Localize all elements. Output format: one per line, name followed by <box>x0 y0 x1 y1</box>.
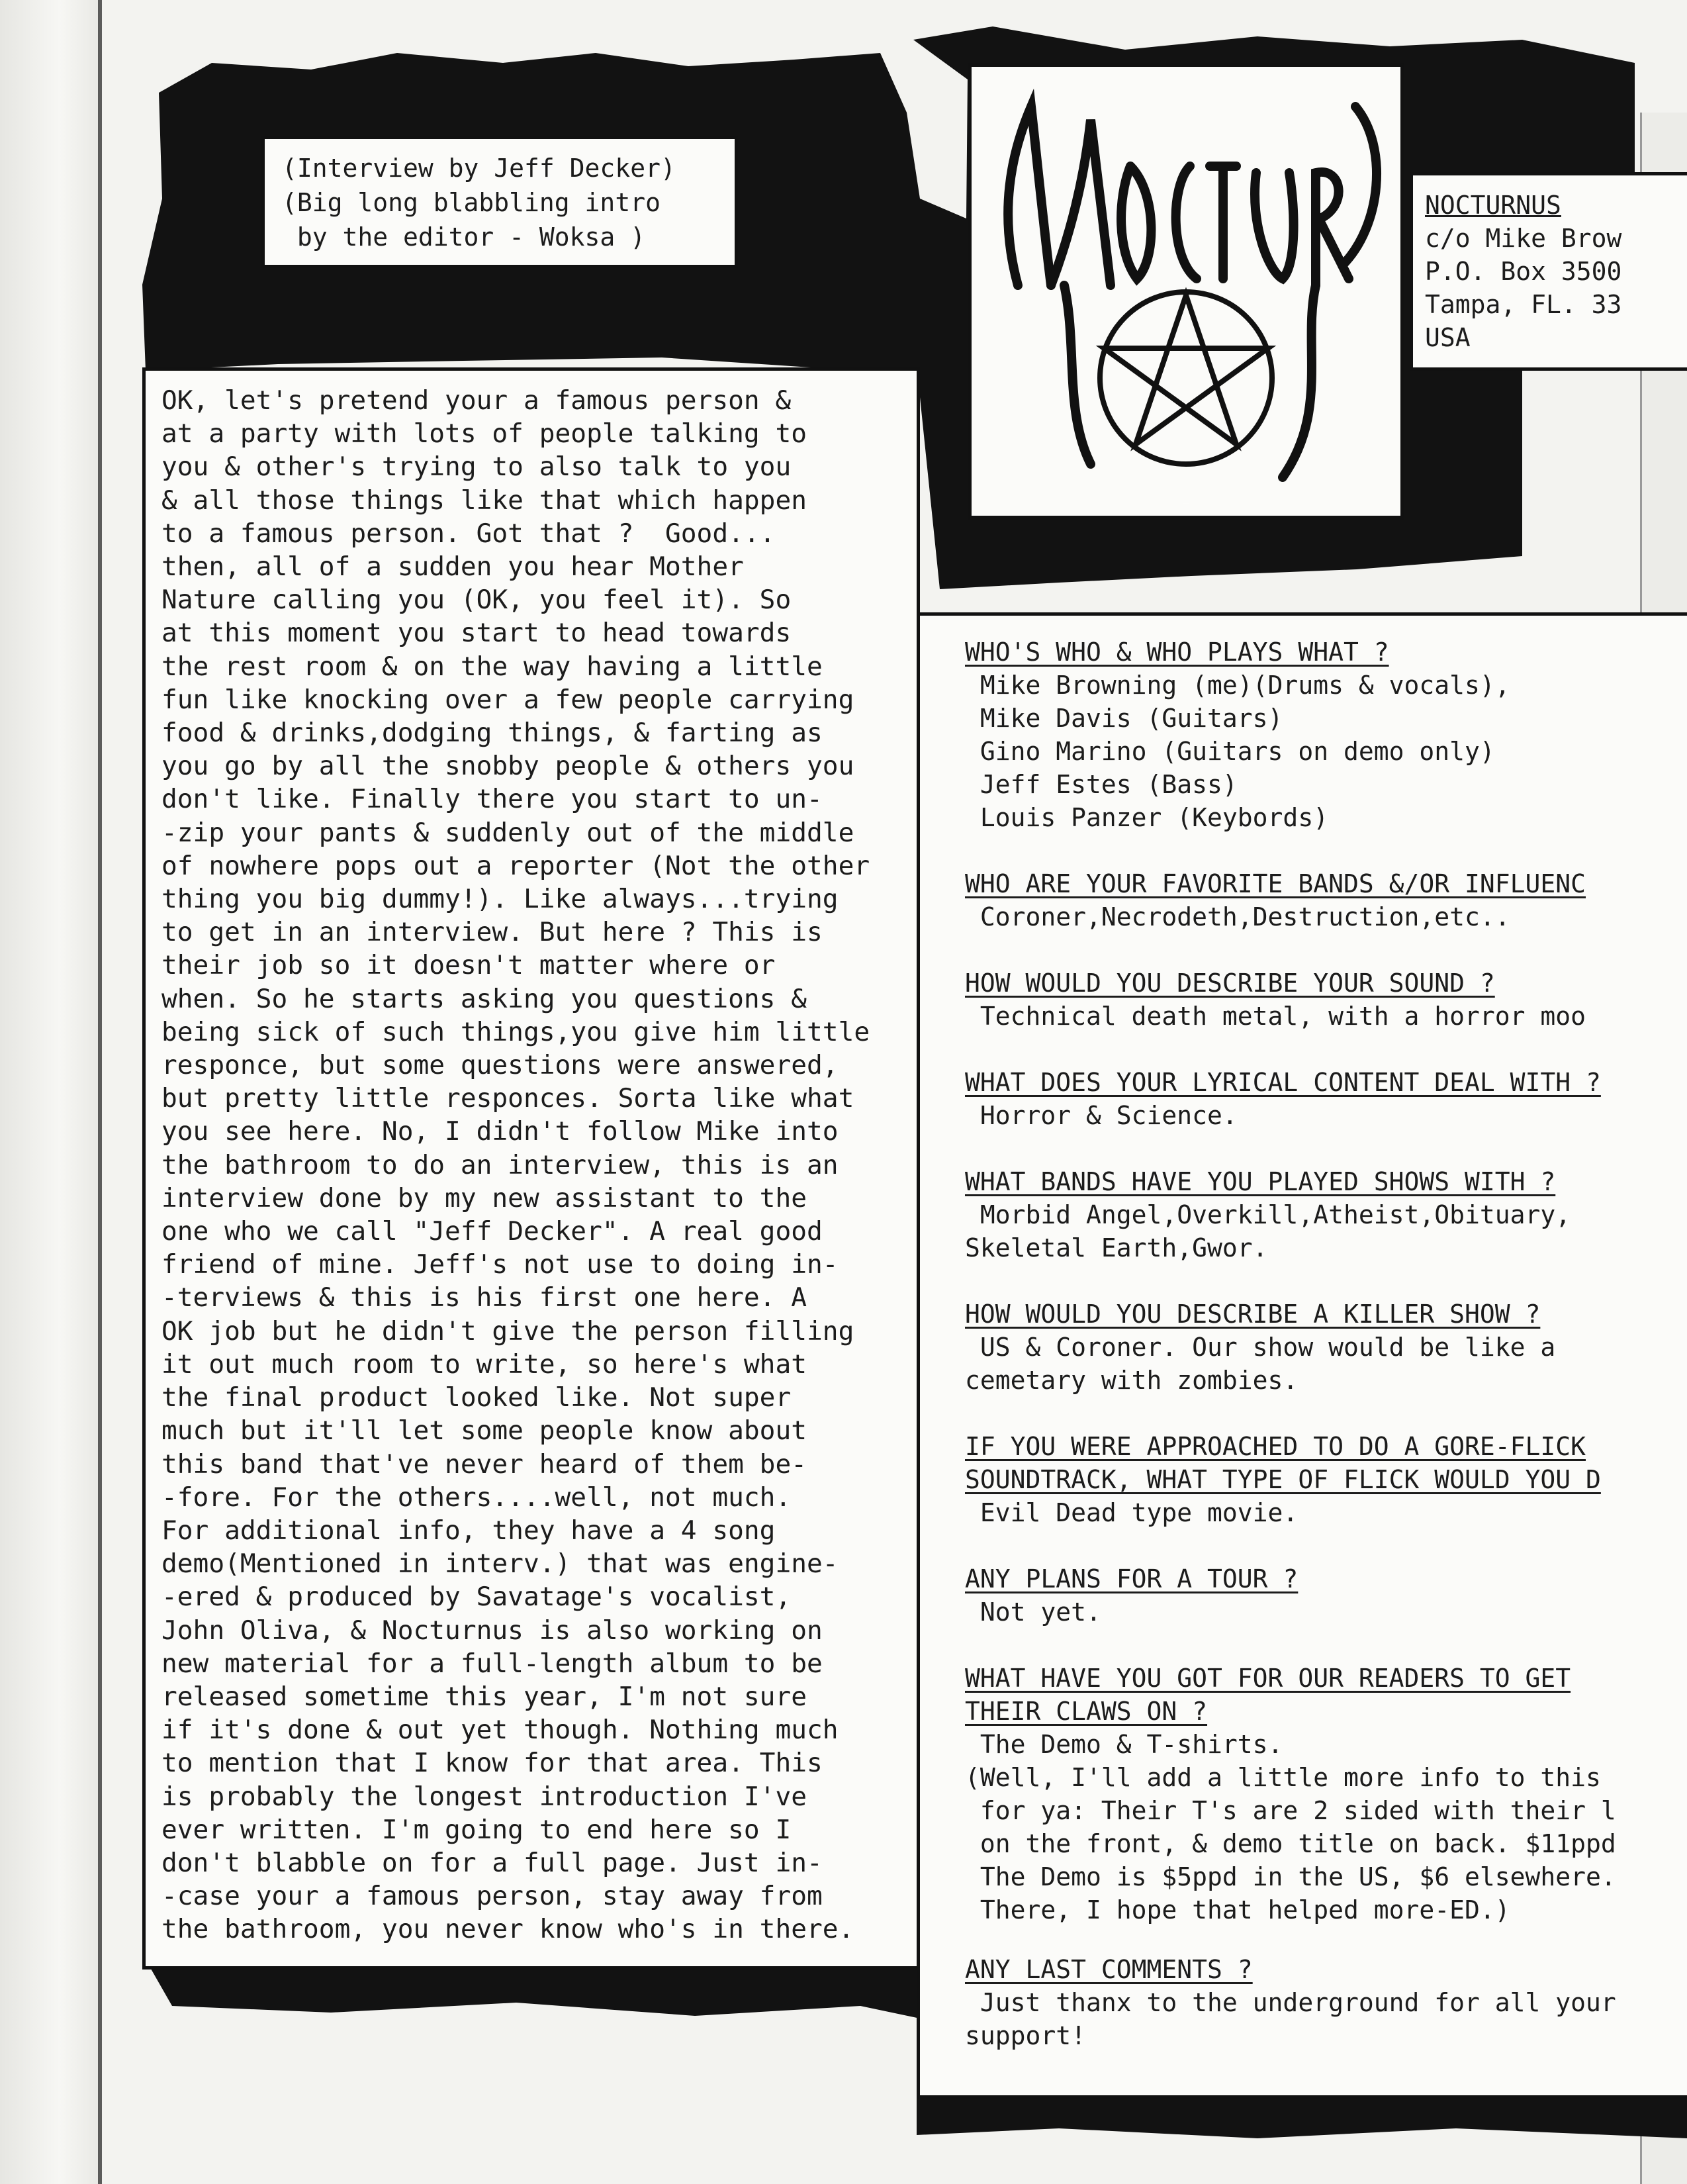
intro-line: -case your a famous person, stay away from <box>161 1881 823 1912</box>
band-logo-panel <box>968 63 1404 520</box>
band-address-box <box>1410 172 1687 371</box>
question: IF YOU WERE APPROACHED TO DO A GORE-FLICK <box>965 1432 1586 1461</box>
answer-line: Mike Browning (me)(Drums & vocals), <box>965 671 1510 700</box>
answer-line: Horror & Science. <box>965 1101 1238 1130</box>
intro-line: this band that've never heard of them be- <box>161 1448 807 1480</box>
intro-line: OK, let's pretend your a famous person & <box>161 385 792 416</box>
intro-line: is probably the longest introduction I've <box>161 1781 807 1812</box>
intro-line: -ered & produced by Savatage's vocalist, <box>161 1582 792 1613</box>
answer-line: for ya: Their T's are 2 sided with their l <box>965 1796 1616 1825</box>
intro-line: to get in an interview. But here ? This is <box>161 917 823 948</box>
intro-line: at a party with lots of people talking to <box>161 418 807 450</box>
credit-line: (Interview by Jeff Decker) <box>282 154 676 183</box>
intro-line: don't blabble on for a full page. Just in- <box>161 1847 823 1878</box>
intro-line: new material for a full-length album to be <box>161 1648 823 1679</box>
intro-line: ever written. I'm going to end here so I <box>161 1814 792 1845</box>
interview-qa-box <box>917 612 1687 2099</box>
answer-line: Skeletal Earth,Gwor. <box>965 1233 1268 1262</box>
address-line: USA <box>1425 323 1471 352</box>
intro-line: For additional info, they have a 4 song <box>161 1515 776 1546</box>
question: HOW WOULD YOU DESCRIBE A KILLER SHOW ? <box>965 1300 1541 1329</box>
question: ANY LAST COMMENTS ? <box>965 1955 1253 1984</box>
intro-line: John Oliva, & Nocturnus is also working on <box>161 1615 823 1646</box>
intro-line: of nowhere pops out a reporter (Not the other <box>161 850 870 881</box>
intro-line: one who we call "Jeff Decker". A real good <box>161 1216 823 1247</box>
intro-line: their job so it doesn't matter where or <box>161 950 776 981</box>
intro-line: being sick of such things,you give him little <box>161 1016 870 1047</box>
intro-line: fun like knocking over a few people carrying <box>161 684 854 715</box>
intro-line: -zip your pants & suddenly out of the middle <box>161 817 854 848</box>
question: WHO'S WHO & WHO PLAYS WHAT ? <box>965 638 1389 667</box>
intro-line: but pretty little responces. Sorta like what <box>161 1083 854 1114</box>
answer-line: There, I hope that helped more-ED.) <box>965 1895 1510 1924</box>
intro-line: to a famous person. Got that ? Good... <box>161 518 776 549</box>
interview-credits-box <box>261 136 738 268</box>
credit-line: (Big long blabbling intro <box>282 188 661 217</box>
question: HOW WOULD YOU DESCRIBE YOUR SOUND ? <box>965 969 1495 998</box>
intro-line: you go by all the snobby people & others you <box>161 751 854 782</box>
nocturnus-logo <box>972 67 1400 516</box>
intro-line: released sometime this year, I'm not sure <box>161 1681 807 1712</box>
intro-line: the final product looked like. Not super <box>161 1382 792 1413</box>
intro-line: OK job but he didn't give the person filling <box>161 1315 854 1347</box>
intro-line: Nature calling you (OK, you feel it). So <box>161 585 792 616</box>
question: WHAT BANDS HAVE YOU PLAYED SHOWS WITH ? <box>965 1167 1556 1196</box>
intro-line: demo(Mentioned in interv.) that was engine- <box>161 1548 839 1580</box>
answer-line: Morbid Angel,Overkill,Atheist,Obituary, <box>965 1200 1571 1229</box>
answer-line: Louis Panzer (Keybords) <box>965 803 1329 832</box>
intro-line: then, all of a sudden you hear Mother <box>161 551 744 583</box>
answer-line: Not yet. <box>965 1597 1101 1627</box>
intro-line: & all those things like that which happen <box>161 485 807 516</box>
question: THEIR CLAWS ON ? <box>965 1697 1208 1726</box>
question: SOUNDTRACK, WHAT TYPE OF FLICK WOULD YOU D <box>965 1465 1601 1494</box>
question: ANY PLANS FOR A TOUR ? <box>965 1564 1299 1593</box>
intro-line: much but it'll let some people know about <box>161 1415 807 1447</box>
intro-line: to mention that I know for that area. This <box>161 1748 823 1779</box>
answer-line: Mike Davis (Guitars) <box>965 704 1283 733</box>
address-line: c/o Mike Brow <box>1425 224 1622 253</box>
answer-line: (Well, I'll add a little more info to this <box>965 1763 1601 1792</box>
intro-line: if it's done & out yet though. Nothing much <box>161 1715 839 1746</box>
address-line: Tampa, FL. 33 <box>1425 290 1622 319</box>
answer-line: Coroner,Necrodeth,Destruction,etc.. <box>965 902 1510 931</box>
answer-line: Jeff Estes (Bass) <box>965 770 1238 799</box>
answer-line: Gino Marino (Guitars on demo only) <box>965 737 1495 766</box>
intro-line: responce, but some questions were answered, <box>161 1050 839 1081</box>
intro-line: -terviews & this is his first one here. A <box>161 1282 807 1313</box>
answer-line: Technical death metal, with a horror moo <box>965 1002 1586 1031</box>
address-line: P.O. Box 3500 <box>1425 257 1622 286</box>
intro-line: the bathroom to do an interview, this is an <box>161 1149 839 1180</box>
intro-line: food & drinks,dodging things, & farting as <box>161 718 823 749</box>
intro-line: don't like. Finally there you start to un- <box>161 784 823 815</box>
intro-line: interview done by my new assistant to the <box>161 1182 807 1213</box>
intro-text-column <box>142 367 920 1970</box>
answer-line: on the front, & demo title on back. $11ppd <box>965 1829 1616 1858</box>
answer-line: support! <box>965 2021 1087 2050</box>
answer-line: The Demo is $5ppd in the US, $6 elsewhere. <box>965 1862 1616 1891</box>
intro-line: friend of mine. Jeff's not use to doing in- <box>161 1249 839 1280</box>
answer-line: US & Coroner. Our show would be like a <box>965 1333 1556 1362</box>
question: WHAT DOES YOUR LYRICAL CONTENT DEAL WITH ? <box>965 1068 1601 1097</box>
intro-line: it out much room to write, so here's what <box>161 1349 807 1380</box>
address-title: NOCTURNUS <box>1425 191 1561 220</box>
intro-line: you see here. No, I didn't follow Mike into <box>161 1116 839 1147</box>
answer-line: Just thanx to the underground for all your <box>965 1988 1616 2017</box>
intro-line: thing you big dummy!). Like always...trying <box>161 884 839 915</box>
question: WHO ARE YOUR FAVORITE BANDS &/OR INFLUENC <box>965 869 1586 898</box>
intro-line: at this moment you start to head towards <box>161 618 792 649</box>
credit-line: by the editor - Woksa ) <box>282 222 646 252</box>
answer-line: cemetary with zombies. <box>965 1366 1299 1395</box>
intro-line: when. So he starts asking you questions & <box>161 983 807 1014</box>
intro-line: -fore. For the others....well, not much. <box>161 1482 792 1513</box>
answer-line: The Demo & T-shirts. <box>965 1730 1283 1759</box>
intro-line: you & other's trying to also talk to you <box>161 451 792 483</box>
intro-line: the rest room & on the way having a little <box>161 651 823 682</box>
question: WHAT HAVE YOU GOT FOR OUR READERS TO GET <box>965 1664 1571 1693</box>
intro-line: the bathroom, you never know who's in there. <box>161 1914 854 1945</box>
answer-line: Evil Dead type movie. <box>965 1498 1299 1527</box>
